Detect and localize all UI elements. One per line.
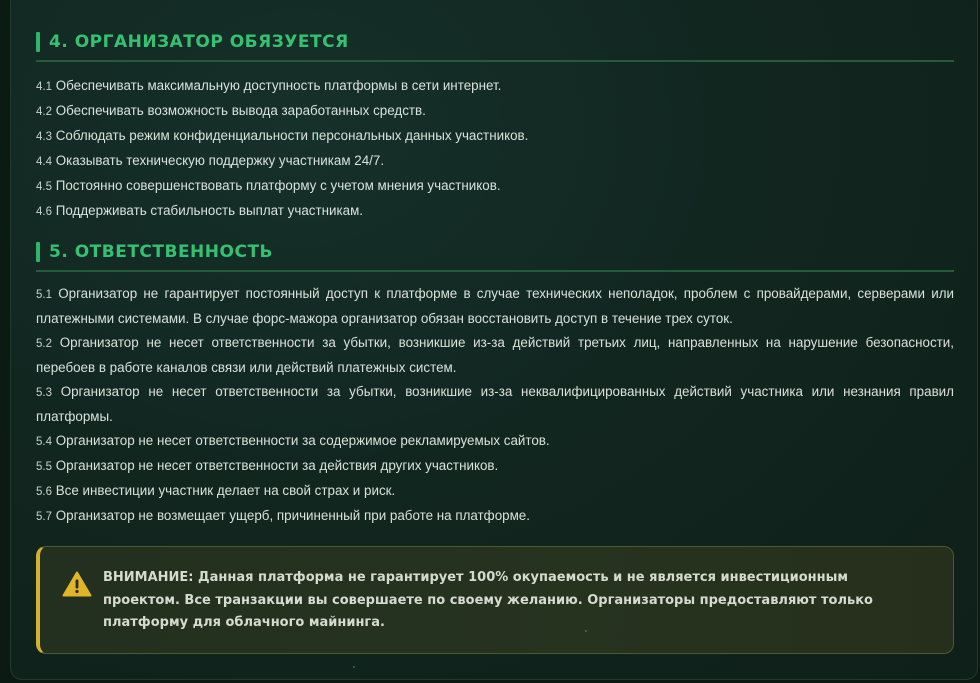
item-text: Поддерживать стабильность выплат участникам.: [55, 203, 364, 218]
list-item: [36, 429, 954, 454]
list-item: [36, 479, 954, 504]
item-text: Организатор не несет ответственности за содержимое рекламируемых сайтов.: [55, 433, 550, 448]
list-item: [36, 124, 954, 149]
item-number: 5.6: [36, 486, 52, 498]
item-text: Организатор не гарантирует постоянный доступ к платформе в случае технических неполадок, проблем с провайдерами, серверами или платежными системами. В случае форс-мажора организатор обязан восстановить доступ в течение трех суток.: [36, 286, 954, 326]
section-responsibility: [36, 238, 954, 529]
list-item: [36, 199, 954, 224]
list-item: [36, 380, 954, 429]
heading-accent-bar: [36, 242, 40, 262]
item-text: Соблюдать режим конфиденциальности персональных данных участников.: [55, 128, 529, 143]
list-item: [36, 454, 954, 479]
warning-triangle-icon: [62, 571, 92, 597]
section-heading: [36, 238, 954, 272]
warning-text: ВНИМАНИЕ: Данная платформа не гарантирует 100% окупаемость и не является инвестиционным проектом. Все транзакции вы совершаете по своему желанию. Организаторы предоставляют только платформу для облачного майнинга.: [103, 570, 873, 630]
list-item: [36, 174, 954, 199]
list-item: [36, 74, 954, 99]
item-number: 5.1: [36, 289, 52, 301]
decorative-dot: [585, 630, 587, 632]
item-text: Организатор не несет ответственности за убытки, возникшие из-за неквалифицированных действий участника или незнания правил платформы.: [36, 384, 954, 424]
item-number: 4.4: [36, 156, 52, 168]
item-text: Организатор не несет ответственности за действия других участников.: [55, 458, 499, 473]
item-number: 5.7: [36, 511, 52, 523]
list-item: [36, 331, 954, 380]
item-text: Обеспечивать максимальную доступность платформы в сети интернет.: [55, 78, 502, 93]
list-item: [36, 504, 954, 529]
list-item: [36, 282, 954, 331]
item-number: 4.6: [36, 206, 52, 218]
item-number: 5.2: [36, 338, 52, 350]
item-number: 4.2: [36, 106, 52, 118]
item-text: Все инвестиции участник делает на свой страх и риск.: [55, 483, 396, 498]
warning-alert: [36, 546, 954, 654]
obligations-list: [36, 74, 954, 224]
item-number: 5.5: [36, 461, 52, 473]
item-number: 4.3: [36, 131, 52, 143]
section-title: 4. ОРГАНИЗАТОР ОБЯЗУЕТСЯ: [49, 32, 349, 52]
decorative-dot: [353, 666, 355, 668]
responsibility-list: [36, 282, 954, 529]
item-text: Постоянно совершенствовать платформу с учетом мнения участников.: [55, 178, 501, 193]
item-number: 4.1: [36, 81, 52, 93]
section-organizer-obligations: [36, 28, 954, 224]
item-text: Организатор не несет ответственности за убытки, возникшие из-за действий третьих лиц, направленных на нарушение безопасности, перебоев в работе каналов связи или действий платежных систем.: [36, 335, 954, 375]
item-number: 5.4: [36, 436, 52, 448]
item-text: Оказывать техническую поддержку участникам 24/7.: [55, 153, 385, 168]
list-item: [36, 99, 954, 124]
item-number: 5.3: [36, 387, 52, 399]
item-text: Организатор не возмещает ущерб, причиненный при работе на платформе.: [55, 508, 530, 523]
item-text: Обеспечивать возможность вывода заработанных средств.: [55, 103, 426, 118]
heading-accent-bar: [36, 32, 40, 52]
section-title: 5. ОТВЕТСТВЕННОСТЬ: [49, 242, 273, 262]
section-heading: [36, 28, 954, 62]
list-item: [36, 149, 954, 174]
item-number: 4.5: [36, 181, 52, 193]
